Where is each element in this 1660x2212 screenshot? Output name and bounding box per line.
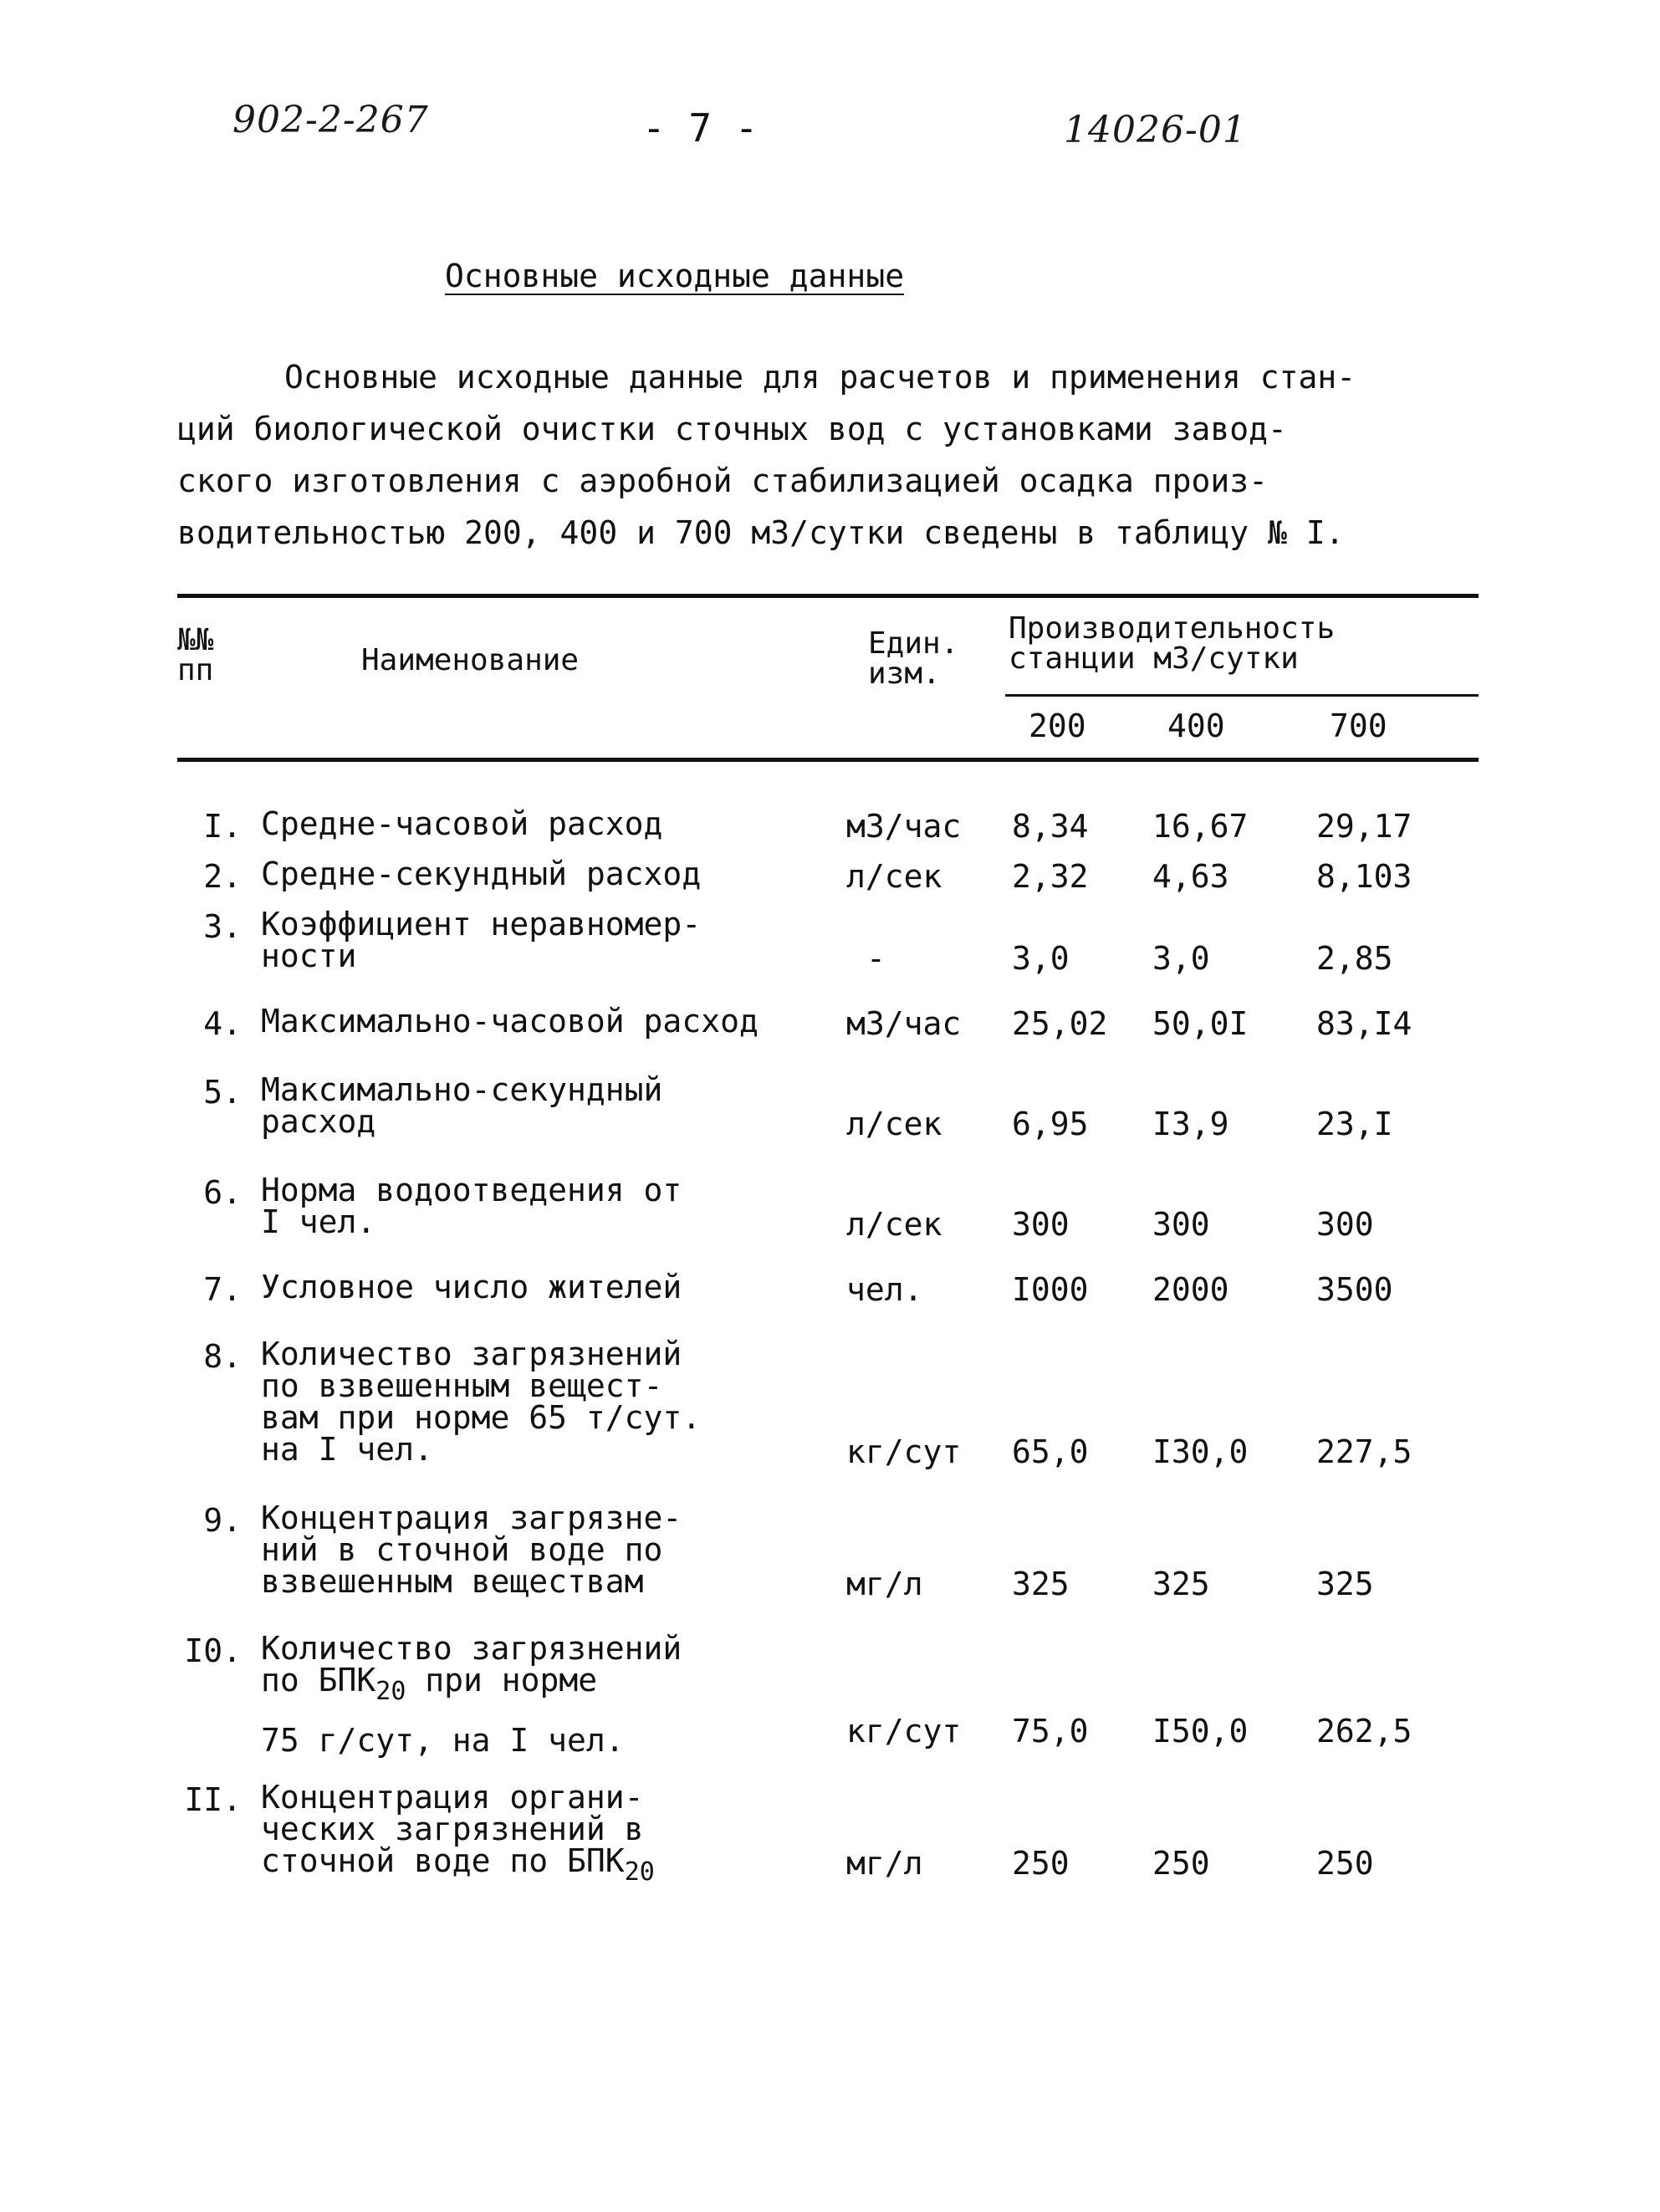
row-value-200: 25,02 bbox=[1012, 1005, 1108, 1042]
row-name-line: I чел. bbox=[261, 1203, 376, 1240]
row-name-line: Количество загрязнений bbox=[261, 1630, 682, 1667]
row-unit: мг/л bbox=[846, 1845, 923, 1882]
row-number: 9. bbox=[203, 1502, 242, 1539]
row-name-line: ний в сточной воде по bbox=[261, 1531, 663, 1568]
row-value-400: 16,67 bbox=[1152, 808, 1249, 845]
row-name bbox=[261, 1071, 838, 1140]
row-name-line: Средне-секундный расход bbox=[261, 856, 702, 892]
row-value-400: I3,9 bbox=[1152, 1106, 1229, 1142]
row-value-200: 75,0 bbox=[1012, 1713, 1089, 1750]
header-number-line2: пп bbox=[177, 653, 214, 687]
row-name-line: Условное число жителей bbox=[261, 1269, 682, 1305]
header-col-700: 700 bbox=[1330, 708, 1387, 744]
row-name bbox=[261, 805, 838, 842]
row-value-200: 250 bbox=[1012, 1845, 1070, 1882]
row-unit: м3/час bbox=[846, 808, 962, 845]
intro-paragraph bbox=[177, 351, 1432, 559]
row-value-400: 300 bbox=[1152, 1206, 1210, 1243]
table-top-rule bbox=[177, 594, 1479, 598]
row-value-400: 4,63 bbox=[1152, 858, 1229, 895]
row-name-line: Количество загрязнений bbox=[261, 1336, 682, 1372]
row-value-700: 23,I bbox=[1316, 1106, 1393, 1142]
intro-line: водительностью 200, 400 и 700 м3/сутки сведены в таблицу № I. bbox=[177, 514, 1345, 551]
row-number: 4. bbox=[203, 1005, 242, 1042]
header-productivity-line1: Производительность bbox=[1009, 611, 1336, 646]
row-name bbox=[261, 1271, 838, 1303]
row-name-line: Максимально-часовой расход bbox=[261, 1003, 758, 1040]
section-title: Основные исходные данные bbox=[445, 258, 905, 294]
row-name-line: сточной воде по $БПК_{20}$ bbox=[261, 1842, 655, 1887]
table-header-bottom-rule bbox=[177, 758, 1479, 762]
page-number: - 7 - bbox=[642, 105, 758, 151]
row-name-line: ности bbox=[261, 937, 357, 974]
header-col-400: 400 bbox=[1167, 708, 1225, 744]
row-name-line: 75 г/сут, на I чел. bbox=[261, 1722, 625, 1759]
row-value-700: 262,5 bbox=[1316, 1713, 1412, 1750]
row-value-400: I30,0 bbox=[1152, 1433, 1249, 1470]
row-number: 6. bbox=[203, 1174, 242, 1211]
row-value-400: 3,0 bbox=[1152, 940, 1210, 977]
row-value-400: 2000 bbox=[1152, 1271, 1229, 1308]
row-value-400: I50,0 bbox=[1152, 1713, 1249, 1750]
row-value-200: 2,32 bbox=[1012, 858, 1089, 895]
row-name bbox=[261, 1003, 838, 1040]
row-name-line: вам при норме 65 т/сут. bbox=[261, 1399, 702, 1436]
row-value-200: 6,95 bbox=[1012, 1106, 1089, 1142]
header-col-200: 200 bbox=[1029, 708, 1086, 744]
row-number: I. bbox=[203, 808, 242, 845]
row-unit: л/сек bbox=[846, 858, 942, 895]
row-name bbox=[261, 1174, 838, 1238]
header-name: Наименование bbox=[361, 643, 580, 677]
header-productivity-line2: станции м3/сутки bbox=[1009, 641, 1299, 676]
header-unit bbox=[868, 626, 959, 691]
document-code-left: 902-2-267 bbox=[232, 99, 429, 141]
row-number: 8. bbox=[203, 1338, 242, 1375]
row-name-line: Концентрация загрязне- bbox=[261, 1499, 682, 1536]
header-unit-line1: Един. bbox=[868, 626, 959, 661]
row-value-200: 65,0 bbox=[1012, 1433, 1089, 1470]
row-number: 7. bbox=[203, 1271, 242, 1308]
row-value-400: 50,0I bbox=[1152, 1005, 1249, 1042]
row-name-line: Концентрация органи- bbox=[261, 1779, 644, 1816]
row-name-line: Максимально-секундный bbox=[261, 1071, 663, 1108]
intro-line: ского изготовления с аэробной стабилизацией осадка произ- bbox=[177, 462, 1269, 499]
row-unit: чел. bbox=[846, 1271, 923, 1308]
row-value-400: 325 bbox=[1152, 1566, 1210, 1602]
row-unit: кг/сут bbox=[846, 1433, 962, 1470]
row-unit: - bbox=[866, 940, 886, 977]
row-value-700: 8,103 bbox=[1316, 858, 1412, 895]
row-unit: л/сек bbox=[846, 1206, 942, 1243]
row-name-line: по $БПК_{20}$ при норме bbox=[261, 1662, 598, 1706]
header-productivity bbox=[1009, 611, 1336, 676]
document-code-right: 14026-01 bbox=[1064, 109, 1247, 151]
row-number: 2. bbox=[203, 858, 242, 895]
row-value-200: 300 bbox=[1012, 1206, 1070, 1243]
row-name-line: Норма водоотведения от bbox=[261, 1172, 682, 1208]
row-name bbox=[261, 908, 838, 972]
row-value-700: 227,5 bbox=[1316, 1433, 1412, 1470]
row-unit: м3/час bbox=[846, 1005, 962, 1042]
row-unit: кг/сут bbox=[846, 1713, 962, 1750]
intro-line: Основные исходные данные для расчетов и применения стан- bbox=[284, 359, 1356, 396]
row-name-line: ческих загрязнений в bbox=[261, 1811, 644, 1847]
header-number-line1: №№ bbox=[177, 623, 214, 657]
row-name-line: на I чел. bbox=[261, 1431, 433, 1468]
row-unit: л/сек bbox=[846, 1106, 942, 1142]
row-value-700: 83,I4 bbox=[1316, 1005, 1412, 1042]
row-name bbox=[261, 1781, 838, 1888]
row-value-200: 3,0 bbox=[1012, 940, 1070, 977]
header-unit-line2: изм. bbox=[868, 656, 941, 691]
row-number: I0. bbox=[184, 1632, 242, 1669]
row-name-line: взвешенным веществам bbox=[261, 1563, 644, 1600]
row-name-line: расход bbox=[261, 1103, 376, 1140]
row-number: 5. bbox=[203, 1074, 242, 1111]
row-name bbox=[261, 1499, 838, 1600]
row-name bbox=[261, 1630, 838, 1759]
row-value-700: 250 bbox=[1316, 1845, 1374, 1882]
row-number: 3. bbox=[203, 908, 242, 945]
row-unit: мг/л bbox=[846, 1566, 923, 1602]
row-value-700: 325 bbox=[1316, 1566, 1374, 1602]
row-value-700: 3500 bbox=[1316, 1271, 1393, 1308]
row-value-200: 8,34 bbox=[1012, 808, 1089, 845]
table-subheader-rule bbox=[1005, 694, 1479, 697]
row-name bbox=[261, 1336, 838, 1468]
intro-line: ций биологической очистки сточных вод с установками завод- bbox=[177, 411, 1287, 447]
row-name-line: Коэффициент неравномер- bbox=[261, 906, 702, 943]
row-value-200: I000 bbox=[1012, 1271, 1089, 1308]
row-value-400: 250 bbox=[1152, 1845, 1210, 1882]
row-value-700: 2,85 bbox=[1316, 940, 1393, 977]
row-value-200: 325 bbox=[1012, 1566, 1070, 1602]
row-name-line: Средне-часовой расход bbox=[261, 805, 663, 842]
row-number: II. bbox=[184, 1781, 242, 1818]
row-name bbox=[261, 858, 838, 890]
row-name-line: по взвешенным вещест- bbox=[261, 1367, 663, 1404]
row-value-700: 300 bbox=[1316, 1206, 1374, 1243]
row-value-700: 29,17 bbox=[1316, 808, 1412, 845]
header-number bbox=[177, 623, 214, 687]
